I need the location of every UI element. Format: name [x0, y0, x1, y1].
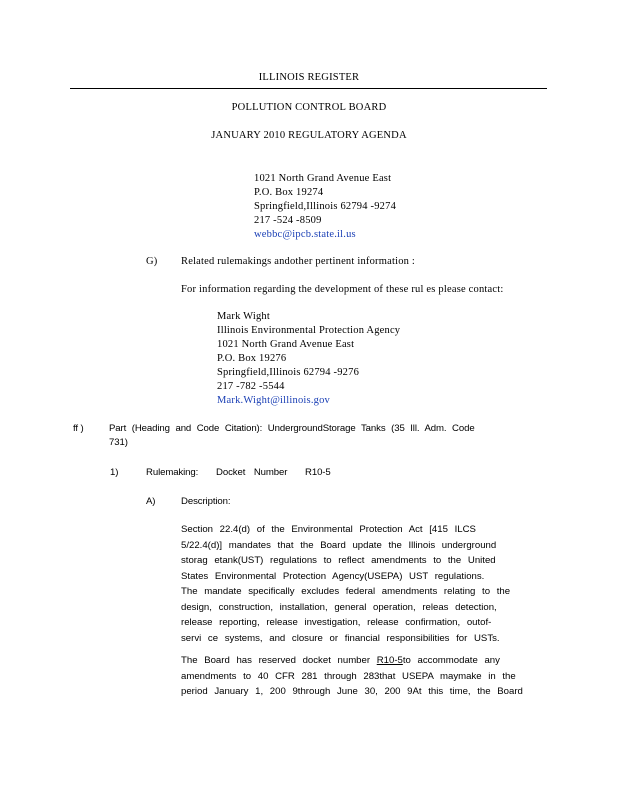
docket-number: R10-5 [305, 467, 331, 478]
description-heading: Description: [181, 496, 231, 507]
contact-phone: 217 -782 -5544 [217, 381, 285, 392]
contact-address2: P.O. Box 19276 [217, 353, 287, 364]
board-address-block [254, 172, 396, 242]
contact-city: Springfield,Illinois 62794 -9276 [217, 367, 360, 378]
contact-block [217, 310, 400, 408]
contact-name: Mark Wight [217, 311, 271, 322]
board-title: POLLUTION CONTROL BOARD [231, 102, 387, 113]
rulemaking-label: Rulemaking: [146, 467, 199, 478]
contact-address1: 1021 North Grand Avenue East [217, 339, 355, 350]
board-address-line2: P.O. Box 19274 [254, 187, 324, 198]
paragraph-line: 5/22.4(d)] mandates that the Board update the Illinois underground [181, 539, 497, 551]
section-g-marker: G) [146, 256, 158, 267]
contact-agency: Illinois Environmental Protection Agency [217, 325, 401, 336]
paragraph-line: storag etank(UST) regulations to reflect amendments to the United [181, 555, 496, 566]
board-address-line3: Springfield,Illinois 62794 -9274 [254, 201, 397, 212]
docket-label: Docket Number [216, 467, 288, 478]
agenda-title: JANUARY 2010 REGULATORY AGENDA [211, 130, 407, 141]
paragraph-line: amendments to 40 CFR 281 through 283that USEPA maymake in the [181, 670, 516, 682]
reserved-docket-number: R10-5 [376, 655, 403, 666]
paragraph-line: Section 22.4(d) of the Environmental Protection Act [415 ILCS [181, 524, 476, 535]
board-email-link[interactable]: webbc@ipcb.state.il.us [254, 229, 356, 240]
board-phone: 217 -524 -8509 [254, 215, 322, 226]
paragraph-line: release reporting, release investigation, release confirmation, outof- [181, 617, 492, 628]
register-title: ILLINOIS REGISTER [258, 72, 360, 83]
paragraph-line: period January 1, 200 9through June 30, 200 9At this time, the Board [181, 686, 523, 697]
paragraph2-line1-end: to accommodate any [402, 655, 500, 666]
paragraph-line: The mandate specifically excludes federal amendments relating to the [181, 586, 511, 597]
rulemaking-marker: 1) [110, 467, 119, 478]
header-divider [70, 88, 547, 89]
board-address-line1: 1021 North Grand Avenue East [254, 173, 392, 184]
description-paragraph-1 [181, 522, 510, 646]
part-ff-marker: ff ) [73, 423, 84, 434]
contact-intro: For information regarding the development of these rul es please contact: [181, 284, 504, 295]
paragraph-line: design, construction, installation, general operation, releas detection, [181, 601, 497, 613]
section-g-text: Related rulemakings andother pertinent information : [181, 256, 416, 267]
paragraph-line: States Environmental Protection Agency(USEPA) UST regulations. [181, 570, 485, 582]
description-marker: A) [146, 496, 156, 507]
paragraph2-line1-start: The Board has reserved docket number [181, 655, 377, 666]
paragraph-line: servi ce systems, and closure or financial responsibilities for USTs. [181, 632, 500, 644]
part-ff-heading-line1: Part (Heading and Code Citation): UndergroundStorage Tanks (35 Ill. Adm. Code [109, 423, 475, 434]
paragraph-line [181, 653, 523, 669]
part-ff-heading-line2: 731) [109, 437, 128, 448]
contact-email-link[interactable]: Mark.Wight@illinois.gov [217, 395, 331, 406]
description-paragraph-2 [181, 653, 523, 700]
